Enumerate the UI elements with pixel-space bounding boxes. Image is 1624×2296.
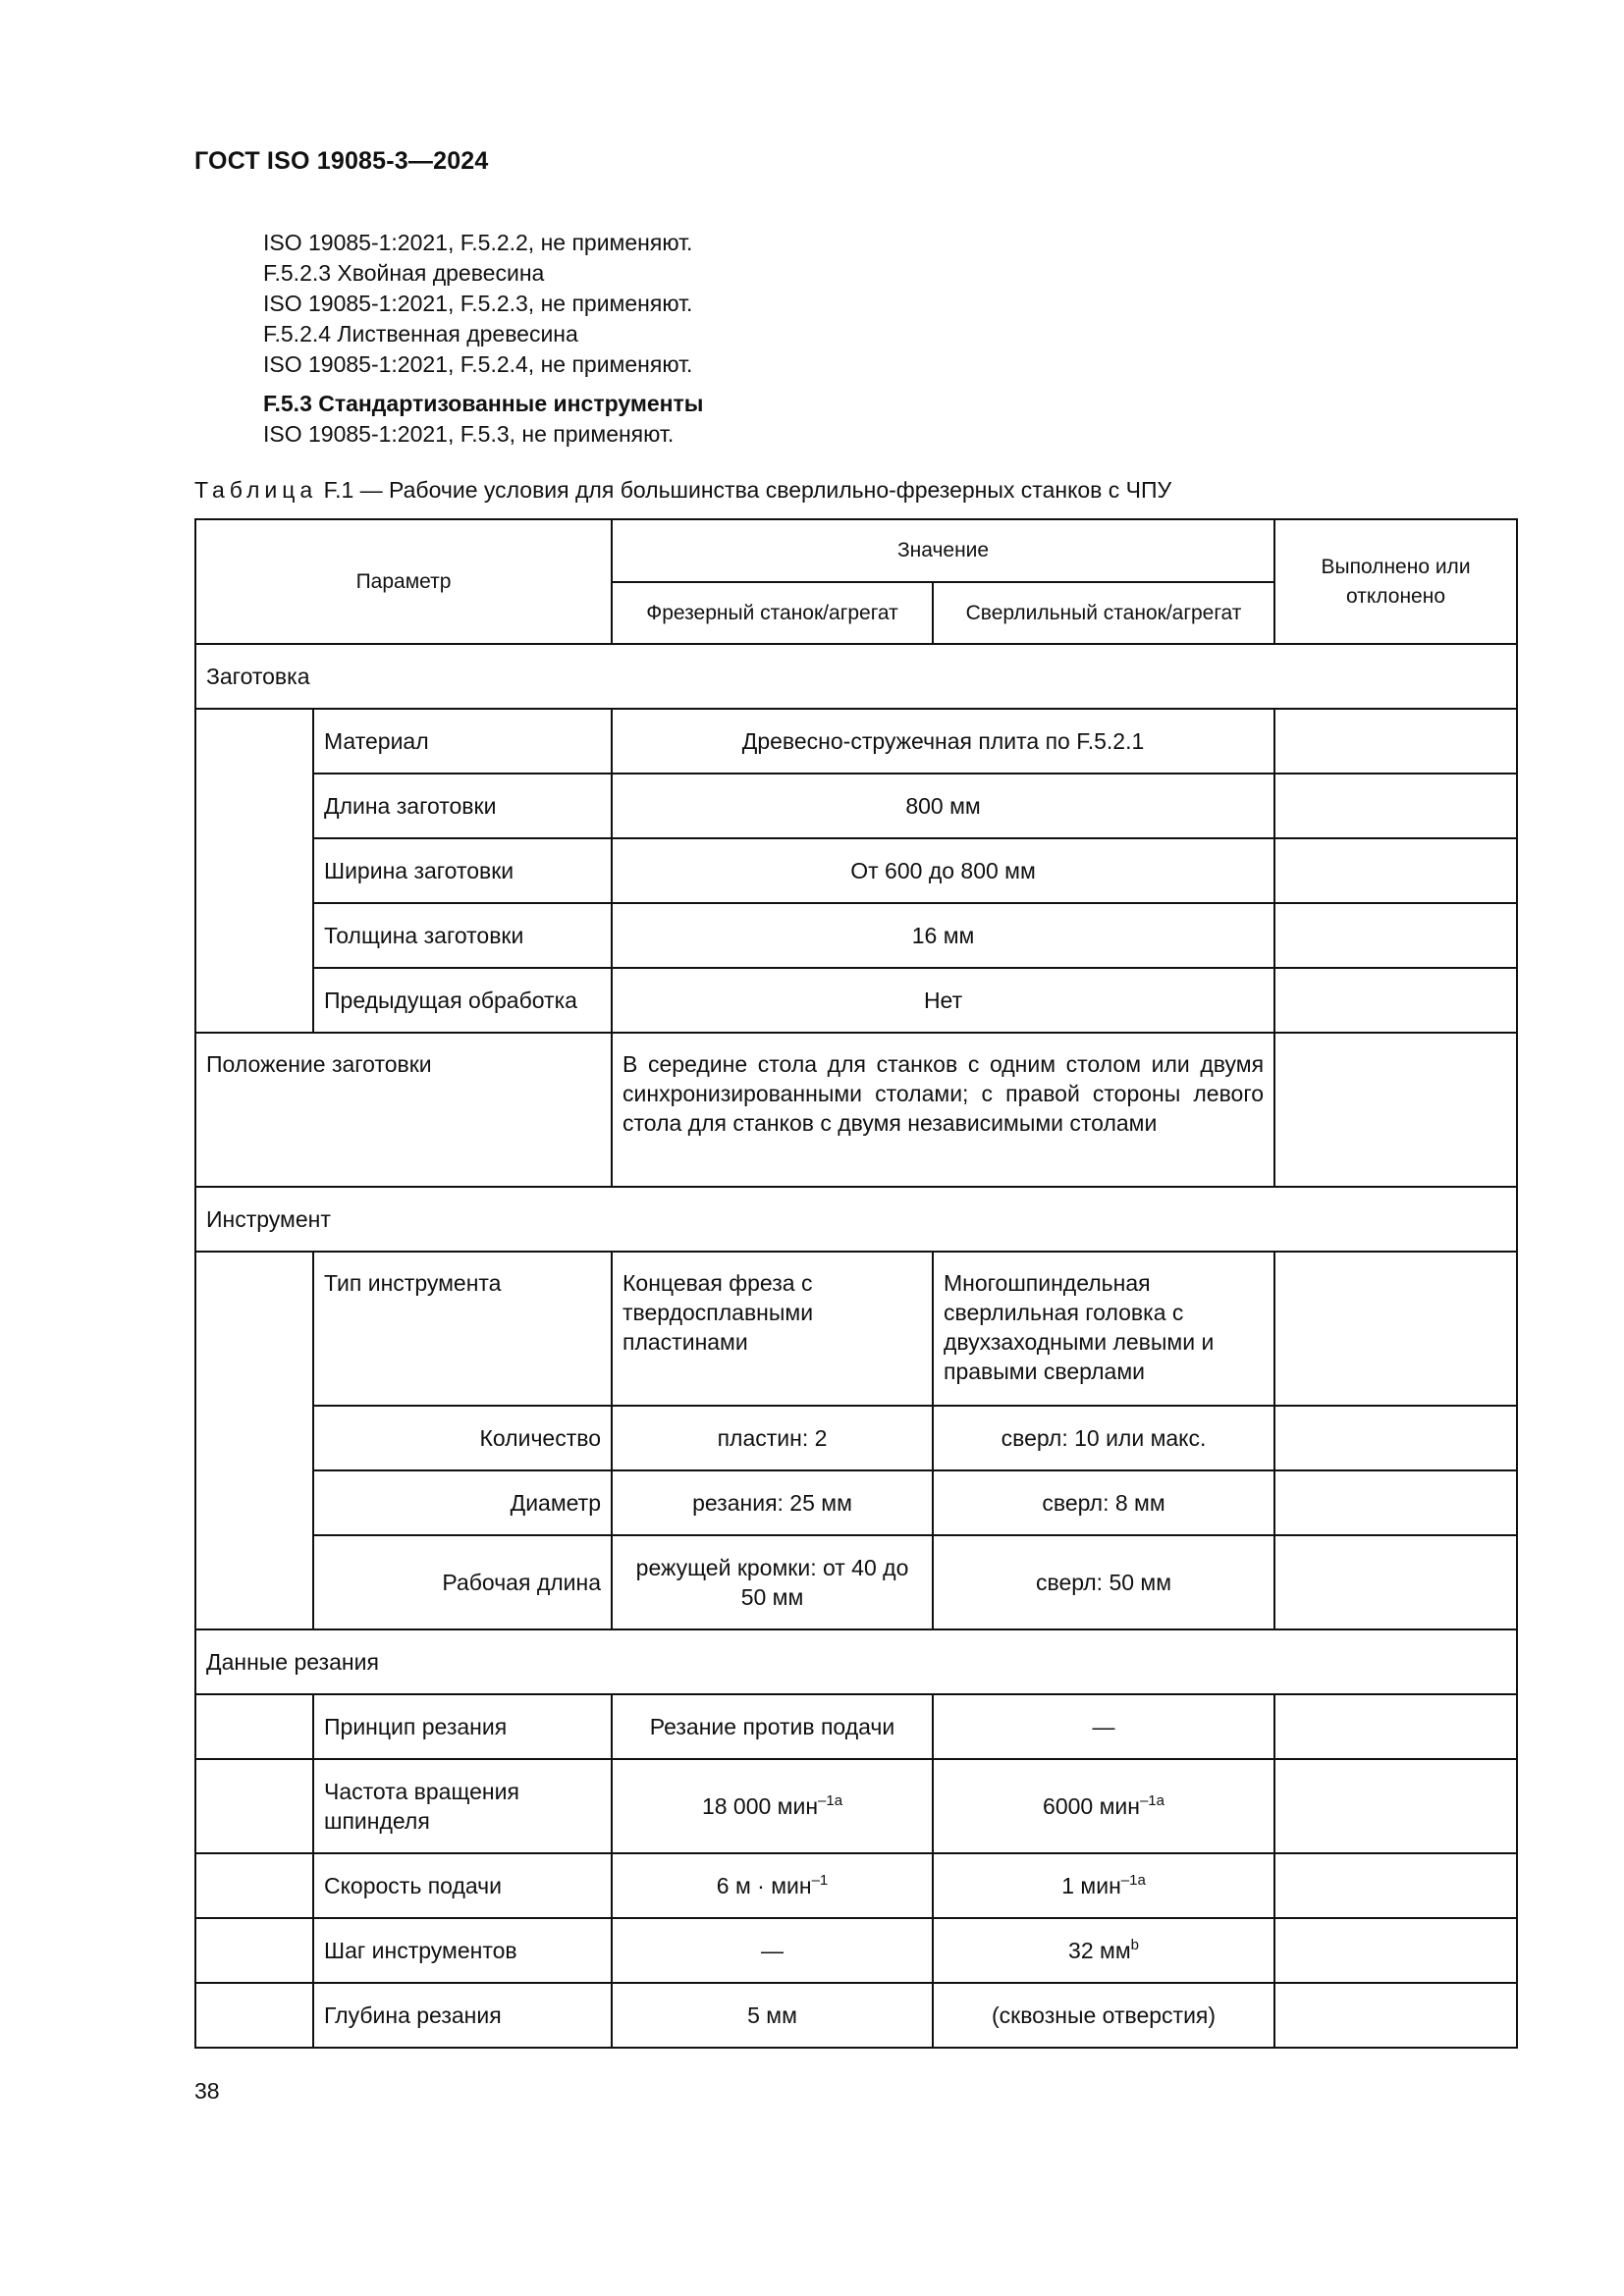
status-cell [1274, 1759, 1517, 1853]
subsection-heading: F.5.2.3 Хвойная древесина [263, 260, 545, 286]
status-cell [1274, 1535, 1517, 1629]
status-cell [1274, 774, 1517, 838]
value-tool-pitch-drilling [933, 1918, 1274, 1983]
status-cell [1274, 1694, 1517, 1759]
table-row [195, 774, 1517, 838]
param-tool-type: Тип инструмента [313, 1252, 612, 1406]
value-working-length-milling: режущей кромки: от 40 до 50 мм [612, 1535, 933, 1629]
table-row [195, 903, 1517, 968]
value-quantity-drilling: сверл: 10 или макс. [933, 1406, 1274, 1470]
status-cell [1274, 1406, 1517, 1470]
page-number: 38 [194, 2078, 220, 2104]
status-cell [1274, 1033, 1517, 1187]
section-text: ISO 19085-1:2021, F.5.3, не применяют. [263, 421, 675, 447]
status-cell [1274, 709, 1517, 774]
group-tool: Инструмент [195, 1187, 1517, 1252]
value-spindle-speed-milling [612, 1759, 933, 1853]
status-cell [1274, 1252, 1517, 1406]
value-working-length-drilling: сверл: 50 мм [933, 1535, 1274, 1629]
table-row [195, 968, 1517, 1033]
status-cell [1274, 838, 1517, 903]
table-row [195, 1983, 1517, 2048]
header-status: Выполнено или отклонено [1274, 519, 1517, 644]
param-quantity: Количество [313, 1406, 612, 1470]
indent-cell [195, 1759, 313, 1853]
value-text: 32 мм [1068, 1938, 1131, 1963]
table-caption-label: Таблица [194, 477, 318, 503]
value-tool-pitch-milling: — [612, 1918, 933, 1983]
table-row [195, 1535, 1517, 1629]
table-row [195, 1694, 1517, 1759]
status-cell [1274, 1918, 1517, 1983]
indent-cell [195, 1983, 313, 2048]
indent-cell [195, 774, 313, 838]
value-width: От 600 до 800 мм [612, 838, 1274, 903]
value-text: 6 м · мин [716, 1873, 812, 1898]
param-spindle-speed: Частота вращения шпинделя [313, 1759, 612, 1853]
intro-text [263, 228, 703, 450]
intro-line: ISO 19085-1:2021, F.5.2.4, не применяют. [263, 351, 693, 377]
value-feed-milling [612, 1853, 933, 1918]
value-tool-type-drilling: Многошпиндельная сверлильная головка с двухзаходными левыми и правыми сверлами [933, 1252, 1274, 1406]
param-thickness: Толщина заготовки [313, 903, 612, 968]
param-position: Положение заготовки [195, 1033, 612, 1187]
status-cell [1274, 903, 1517, 968]
value-text: 18 000 мин [701, 1793, 819, 1819]
value-diameter-drilling: сверл: 8 мм [933, 1470, 1274, 1535]
superscript: b [1130, 1937, 1139, 1953]
value-quantity-milling: пластин: 2 [612, 1406, 933, 1470]
table-row [195, 1033, 1517, 1187]
superscript: –1a [818, 1792, 843, 1809]
indent-cell [195, 838, 313, 903]
indent-cell [195, 1694, 313, 1759]
param-diameter: Диаметр [313, 1470, 612, 1535]
table-row [195, 1918, 1517, 1983]
param-working-length: Рабочая длина [313, 1535, 612, 1629]
value-principle-drilling: — [933, 1694, 1274, 1759]
indent-cell [195, 1406, 313, 1470]
param-tool-pitch: Шаг инструментов [313, 1918, 612, 1983]
header-drilling: Сверлильный станок/агрегат [933, 582, 1274, 644]
value-depth-drilling: (сквозные отверстия) [933, 1983, 1274, 2048]
value-thickness: 16 мм [612, 903, 1274, 968]
value-length: 800 мм [612, 774, 1274, 838]
value-text: 6000 мин [1043, 1793, 1140, 1819]
indent-cell [195, 709, 313, 774]
header-milling: Фрезерный станок/агрегат [612, 582, 933, 644]
param-depth: Глубина резания [313, 1983, 612, 2048]
value-material: Древесно-стружечная плита по F.5.2.1 [612, 709, 1274, 774]
value-diameter-milling: резания: 25 мм [612, 1470, 933, 1535]
table-row [195, 1853, 1517, 1918]
header-value: Значение [612, 519, 1274, 582]
param-principle: Принцип резания [313, 1694, 612, 1759]
document-header: ГОСТ ISO 19085-3—2024 [194, 147, 489, 175]
operating-conditions-table [194, 518, 1518, 2049]
value-spindle-speed-drilling [933, 1759, 1274, 1853]
param-length: Длина заготовки [313, 774, 612, 838]
subsection-heading: F.5.2.4 Лиственная древесина [263, 321, 578, 347]
superscript: –1 [811, 1872, 829, 1889]
table-caption-text: F.1 — Рабочие условия для большинства сверлильно-фрезерных станков с ЧПУ [317, 477, 1172, 503]
section-heading: F.5.3 Стандартизованные инструменты [263, 391, 704, 416]
value-tool-type-milling: Концевая фреза с твердосплавными пластинами [612, 1252, 933, 1406]
value-position: В середине стола для станков с одним столом или двумя синхронизированными столами; с правой стороны левого стола для станков с двумя независимыми столами [612, 1033, 1274, 1187]
indent-cell [195, 1535, 313, 1629]
param-material: Материал [313, 709, 612, 774]
status-cell [1274, 1983, 1517, 2048]
status-cell [1274, 968, 1517, 1033]
value-depth-milling: 5 мм [612, 1983, 933, 2048]
group-cutting: Данные резания [195, 1629, 1517, 1694]
indent-cell [195, 1918, 313, 1983]
status-cell [1274, 1470, 1517, 1535]
group-workpiece: Заготовка [195, 644, 1517, 709]
table-row [195, 838, 1517, 903]
superscript: –1a [1139, 1792, 1164, 1809]
value-text: 1 мин [1061, 1873, 1121, 1898]
intro-line: ISO 19085-1:2021, F.5.2.2, не применяют. [263, 230, 693, 255]
value-principle-milling: Резание против подачи [612, 1694, 933, 1759]
indent-cell [195, 1470, 313, 1535]
value-preprocessing: Нет [612, 968, 1274, 1033]
indent-cell [195, 968, 313, 1033]
intro-line: ISO 19085-1:2021, F.5.2.3, не применяют. [263, 291, 693, 316]
table-row [195, 709, 1517, 774]
table-row [195, 1252, 1517, 1406]
superscript: –1a [1120, 1872, 1146, 1889]
param-preprocessing: Предыдущая обработка [313, 968, 612, 1033]
header-parameter: Параметр [195, 519, 612, 644]
indent-cell [195, 1853, 313, 1918]
indent-cell [195, 1252, 313, 1406]
indent-cell [195, 903, 313, 968]
table-row [195, 1470, 1517, 1535]
status-cell [1274, 1853, 1517, 1918]
value-feed-drilling [933, 1853, 1274, 1918]
param-feed: Скорость подачи [313, 1853, 612, 1918]
table-row [195, 1406, 1517, 1470]
param-width: Ширина заготовки [313, 838, 612, 903]
table-row [195, 1759, 1517, 1853]
table-caption [194, 477, 1171, 504]
